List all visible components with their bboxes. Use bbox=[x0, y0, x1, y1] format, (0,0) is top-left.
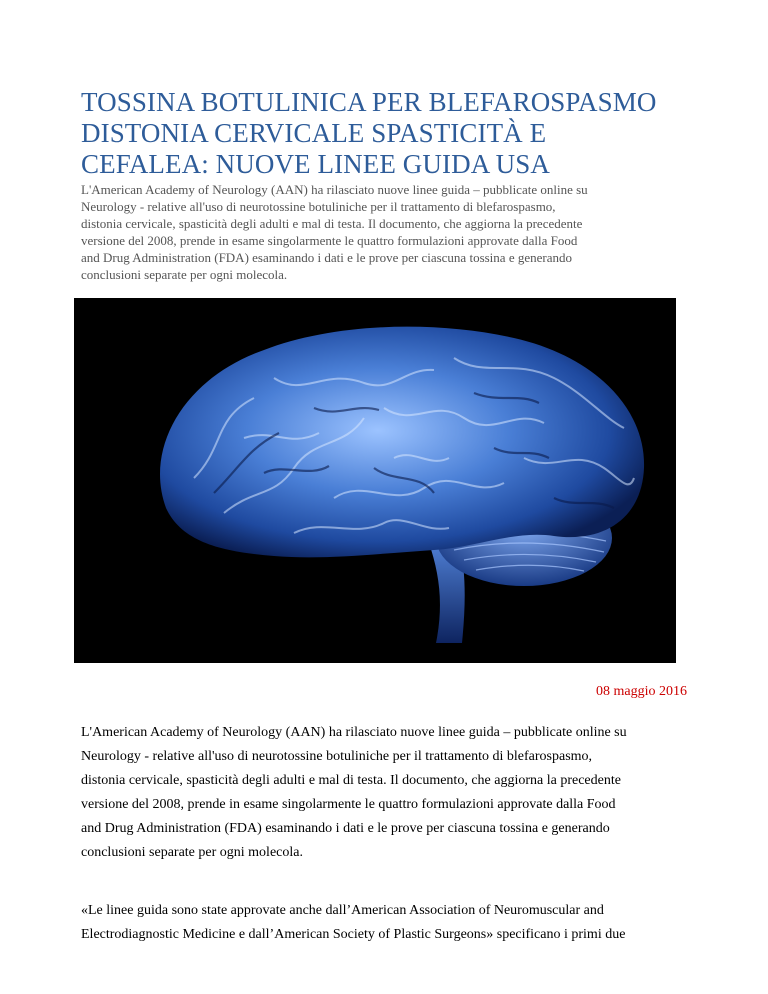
intro-line: distonia cervicale, spasticità degli adulti e mal di testa. Il documento, che aggiorna la precedente bbox=[81, 216, 583, 231]
paragraph-line: conclusioni separate per ogni molecola. bbox=[81, 845, 303, 860]
paragraph-line: and Drug Administration (FDA) esaminando i dati e le prove per ciascuna tossina e generando bbox=[81, 821, 610, 836]
title-line: CEFALEA: NUOVE LINEE GUIDA USA bbox=[81, 149, 550, 179]
intro-line: versione del 2008, prende in esame singolarmente le quattro formulazioni approvate dalla Food bbox=[81, 233, 578, 248]
title-line: DISTONIA CERVICALE SPASTICITÀ E bbox=[81, 118, 547, 148]
paragraph-line: L'American Academy of Neurology (AAN) ha rilasciato nuove linee guida – pubblicate online su bbox=[81, 725, 627, 740]
paragraph-line: versione del 2008, prende in esame singolarmente le quattro formulazioni approvate dalla Food bbox=[81, 797, 616, 812]
title-line: TOSSINA BOTULINICA PER BLEFAROSPASMO bbox=[81, 87, 657, 117]
article-intro bbox=[81, 181, 701, 283]
paragraph-line: «Le linee guida sono state approvate anche dall’American Association of Neuromuscular and bbox=[81, 903, 604, 918]
article-date: 08 maggio 2016 bbox=[596, 684, 687, 699]
intro-line: conclusioni separate per ogni molecola. bbox=[81, 267, 288, 282]
intro-line: L'American Academy of Neurology (AAN) ha rilasciato nuove linee guida – pubblicate online su bbox=[81, 182, 588, 197]
intro-line: and Drug Administration (FDA) esaminando i dati e le prove per ciascuna tossina e generando bbox=[81, 250, 572, 265]
body-paragraph bbox=[81, 721, 701, 865]
paragraph-line: Neurology - relative all'uso di neurotossine botuliniche per il trattamento di blefarospasmo, bbox=[81, 749, 593, 764]
brain-image bbox=[74, 298, 676, 663]
intro-line: Neurology - relative all'uso di neurotossine botuliniche per il trattamento di blefarospasmo, bbox=[81, 199, 556, 214]
article-title bbox=[81, 87, 721, 180]
paragraph-line: distonia cervicale, spasticità degli adulti e mal di testa. Il documento, che aggiorna la precedente bbox=[81, 773, 621, 788]
paragraph-line: Electrodiagnostic Medicine e dall’American Society of Plastic Surgeons» specificano i primi due bbox=[81, 927, 626, 942]
body-paragraph bbox=[81, 899, 701, 947]
